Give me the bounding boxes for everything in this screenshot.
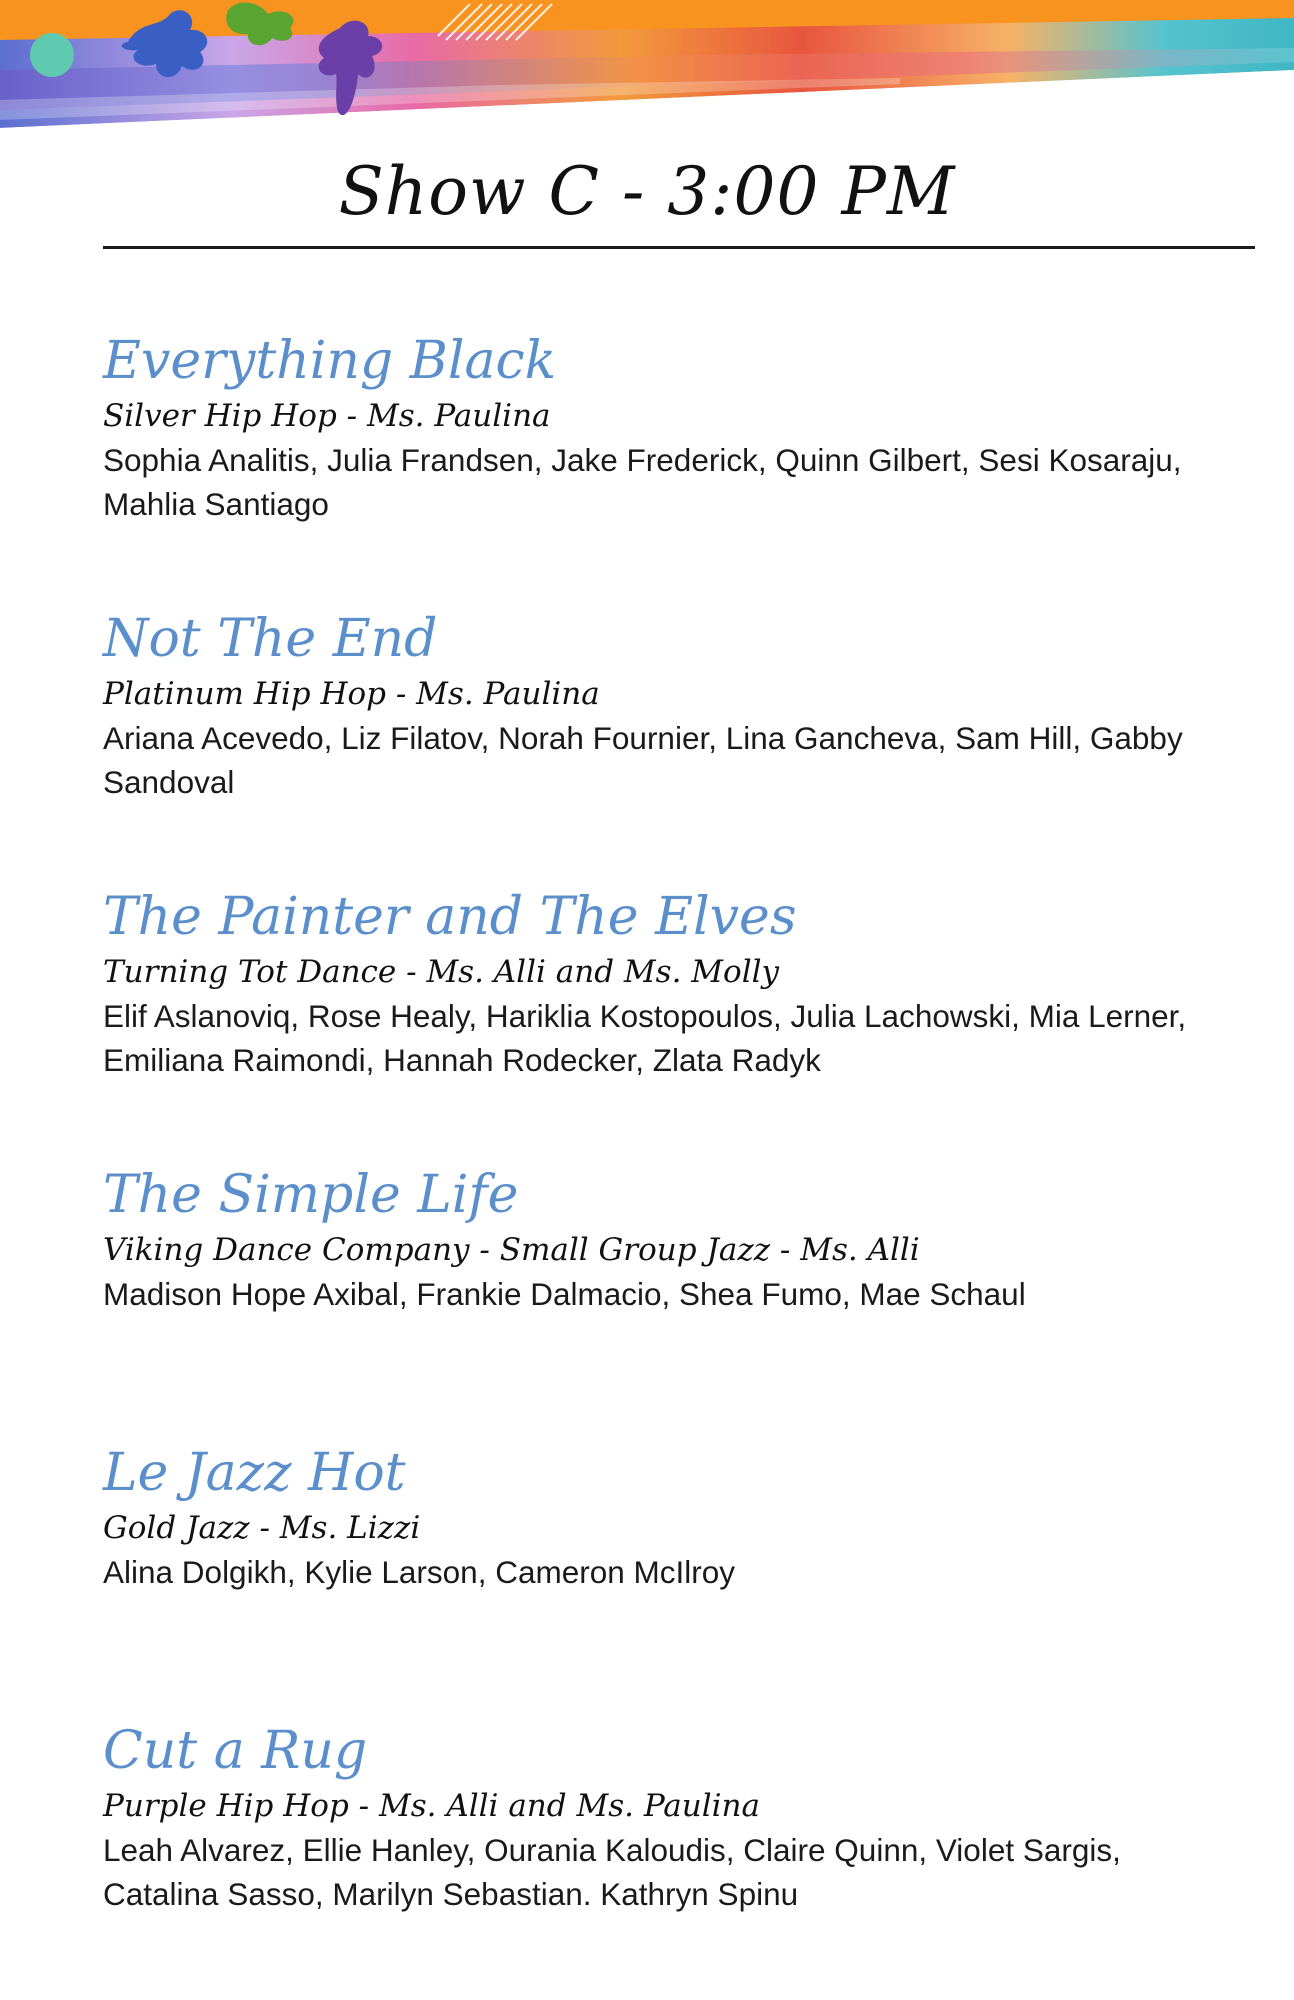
routine-title: The Simple Life — [103, 1165, 519, 1225]
routine-cast: Alina Dolgikh, Kylie Larson, Cameron McIlroy — [103, 1554, 735, 1590]
routine-class: Platinum Hip Hop - Ms. Paulina — [103, 676, 600, 712]
routine-item — [103, 1440, 1233, 1718]
routine-class: Purple Hip Hop - Ms. Alli and Ms. Paulina — [103, 1788, 761, 1824]
routine-item — [103, 606, 1233, 884]
mint-circle-shape — [30, 33, 74, 77]
routine-cast: Leah Alvarez, Ellie Hanley, Ourania Kaloudis, Claire Quinn, Violet Sargis, Catalina Sasso, Marilyn Sebastian. Kathryn Spinu — [103, 1832, 1121, 1912]
routine-class: Turning Tot Dance - Ms. Alli and Ms. Molly — [103, 954, 780, 990]
routine-title: Le Jazz Hot — [103, 1443, 406, 1503]
routine-cast: Ariana Acevedo, Liz Filatov, Norah Fournier, Lina Gancheva, Sam Hill, Gabby Sandoval — [103, 720, 1183, 800]
routine-cast: Madison Hope Axibal, Frankie Dalmacio, Shea Fumo, Mae Schaul — [103, 1276, 1026, 1312]
decorative-banner — [0, 0, 1294, 135]
title-divider — [103, 246, 1255, 249]
routine-cast: Sophia Analitis, Julia Frandsen, Jake Frederick, Quinn Gilbert, Sesi Kosaraju, Mahlia Santiago — [103, 442, 1182, 522]
page-title: Show C - 3:00 PM — [338, 153, 956, 230]
routine-title: The Painter and The Elves — [103, 887, 797, 947]
routine-item — [103, 1162, 1233, 1440]
program-list — [103, 328, 1233, 1996]
routine-class: Silver Hip Hop - Ms. Paulina — [103, 398, 551, 434]
routine-title: Cut a Rug — [103, 1721, 368, 1781]
routine-item — [103, 328, 1233, 606]
routine-title: Not The End — [103, 609, 438, 669]
routine-class: Gold Jazz - Ms. Lizzi — [103, 1510, 421, 1546]
routine-cast: Elif Aslanoviq, Rose Healy, Hariklia Kostopoulos, Julia Lachowski, Mia Lerner, Emiliana Raimondi, Hannah Rodecker, Zlata Radyk — [103, 998, 1187, 1078]
routine-item — [103, 884, 1233, 1162]
routine-title: Everything Black — [103, 331, 557, 391]
routine-item — [103, 1718, 1233, 1996]
routine-class: Viking Dance Company - Small Group Jazz - Ms. Alli — [103, 1232, 920, 1268]
